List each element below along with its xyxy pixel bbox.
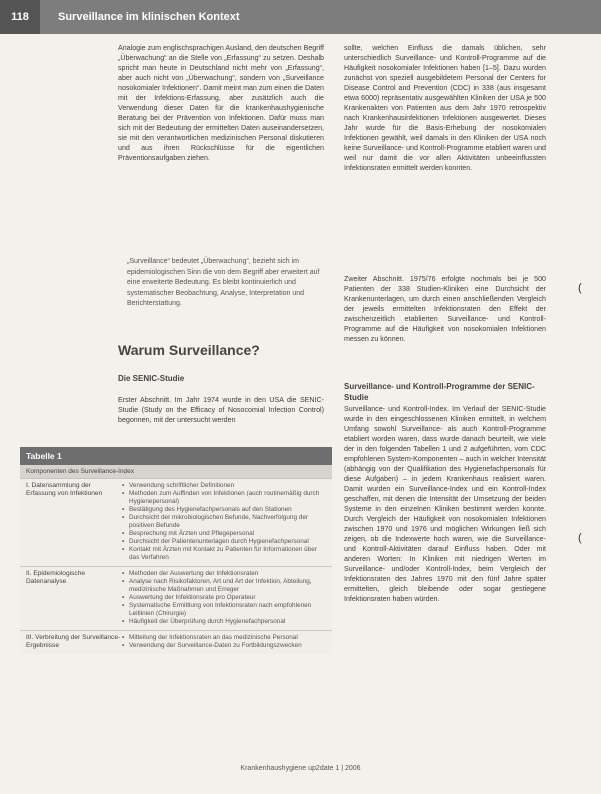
page-footer: Krankenhaushygiene up2date 1 | 2006	[240, 765, 361, 772]
margin-mark: (	[578, 282, 582, 294]
table-row	[20, 630, 332, 654]
column-1-top-text: Analogie zum englischsprachigen Ausland, den deutschen Begriff „Überwachung“ an die Stelle von „Erfassung“ zu setzen. Deshalb spricht man heute in Deutschland nicht mehr von „Erfassung“, aber auch nicht von „Überwachung“, sondern von „Surveillance nosokomialer Infektionen“. Damit meint man zum einen die Daten mit der Infektions-Erfassung, aber zusätzlich auch die Verwendung dieser Daten für die krankenhaushygienische Beratung bei der Prävention von Infektionen. Dafür muss man sich mit der Bedeutung der ermittelten Daten auseinandersetzen, sie mit den verantwortlichen medizinischen Personal diskutieren und aus ihren Rückschlüsse für die eigentlichen Präventionsaufgaben ziehen.	[118, 44, 324, 162]
table-item: ▪ Besprechung mit Ärzten und Pflegepersonal	[122, 530, 328, 538]
table-item: ▪ Auswertung der Infektionsrate pro Operateur	[122, 594, 328, 602]
table-row	[20, 566, 332, 630]
table-subtitle: Komponenten des Surveillance-Index	[20, 465, 332, 478]
table-items	[122, 482, 332, 562]
table-title: Tabelle 1	[20, 447, 332, 465]
column-2-top-text: sollte, welchen Einfluss die damals üblichen, sehr unterschiedlich Surveillance- und Kontroll-Programme auf die Häufigkeit nosokomialer Infektionen haben [1–5]. Dazu wurden zunächst von speziell ausgebildetem Personal der Centers for Disease Control and Prevention (CDC) in 338 (aus insgesamt etwa 6000) repräsentativ ausgewählten Kliniken der USA je 500 Krankenakten von Patienten aus dem Jahr 1970 retrospektiv nach Krankenhausinfektionen Infektionen ausgewertet. Dieses Jahr wurde für die Basis-Erhebung der nosokomialen Infektionen gewählt, weil damals in den Kliniken der USA noch keine Surveillance- und Kontroll-Programme etabliert waren und weil nur damit die vor allen Aktivitäten unbeeinflussten Infektionsraten ermittelt werden konnten.	[344, 44, 546, 172]
table-items	[122, 570, 332, 626]
table-item: ▪ Häufigkeit der Überprüfung durch Hygienefachpersonal	[122, 618, 328, 626]
table-1	[20, 447, 332, 654]
page-header	[0, 0, 601, 34]
table-items	[122, 634, 332, 650]
column-2-bottom-text: Surveillance- und Kontroll-Index. Im Verlauf der SENIC-Studie wurde in den eingeschlossenen Kliniken ermittelt, in welchem Umfang sowohl Surveillance- als auch Kontroll-Programme etabliert worden waren, dass wurde danach beurteilt, wie viele der in den folgenden Tabellen 1 und 2 aufgeführten, vom CDC empfohlenen System-Komponenten – auch in welcher Intensität (abhängig von der Qualifikation des Hygienefachpersonals für diese Aufgaben) – in jedem Krankenhaus realisiert waren. Damit wurden ein Surveillance-Index und ein Kontroll-Index geschaffen, mit denen die Intensität der Umsetzung der beiden Systeme in den einzelnen Kliniken bestimmt werden konnte. Durch Vergleich der Häufigkeit von nosokomialen Infektionen zwischen 1970 und 1976 und möglichen Wirkungen ließ sich zeigen, ob die Indexwerte hoch waren, wie die Surveillance- und Kontroll-Aktivitäten darauf Einfluss haben. Oder mit anderen Worten: In Kliniken mit niedrigen Werten im Surveillance- und/oder Kontroll-Index, beim Vergleich der Infektionsraten des Jahres 1970 mit den fünf Jahre später ermittelten, gleich bleibende oder sogar gestiegene Infektionsraten haben würden.	[344, 405, 546, 603]
table-category: III. Verbreitung der Surveillance-Ergebnisse	[26, 634, 121, 649]
table-category: I. Datensammlung der Erfassung von Infektionen	[26, 482, 103, 497]
subheading-programs: Surveillance- und Kontroll-Programme der SENIC-Studie	[344, 382, 535, 402]
header-title: Surveillance im klinischen Kontext	[58, 11, 240, 23]
column-1-bottom-text: Erster Abschnitt. Im Jahr 1974 wurde in den USA die SENIC-Studie (Study on the Efficacy of Nosocomial Infection Control) begonnen, mit der untersucht werden	[118, 396, 324, 424]
section-heading: Warum Surveillance?	[118, 342, 260, 358]
table-item: ▪ Bestätigung des Hygienefachpersonals auf den Stationen	[122, 506, 328, 514]
table-item: ▪ Methoden der Auswertung der Infektionsraten	[122, 570, 328, 578]
table-category: II. Epidemiologische Datenanalyse	[26, 570, 86, 585]
table-item: ▪ Durchsicht der Patientenunterlagen durch Hygienefachpersonal	[122, 538, 328, 546]
table-item: ▪ Systematische Ermittlung von Infektionsraten nach empfohlenen Leitlinien (Chirurgie)	[122, 602, 328, 618]
table-item: ▪ Verwendung der Surveillance-Daten zu Fortbildungszwecken	[122, 642, 328, 650]
margin-mark: (	[578, 532, 582, 544]
subheading-senic: Die SENIC-Studie	[118, 374, 185, 383]
table-item: ▪ Methoden zum Auffinden von Infektionen (auch routinemäßig durch Hygienepersonal)	[122, 490, 328, 506]
table-item: ▪ Durchsicht der mikrobiologischen Befunde, Nachverfolgung der positiven Befunde	[122, 514, 328, 530]
table-item: ▪ Kontakt mit Ärzten mit Kontakt zu Patienten für Informationen über das Verfahren	[122, 546, 328, 562]
definition-quote: „Surveillance“ bedeutet „Überwachung“, bezieht sich im epidemiologischen Sinn die von dem Begriff aber erweitert auf eine erweiterte Bedeutung. Es bleibt kontinuierlich und systematischer Beobachtung, Analyse, Interpretation und Berichterstattung.	[127, 258, 320, 307]
table-item: ▪ Verwendung schriftlicher Definitionen	[122, 482, 328, 490]
column-2-mid-text: Zweiter Abschnitt. 1975/76 erfolgte nochmals bei je 500 Patienten der 338 Studien-Kliniken eine Durchsicht der Krankenunterlagen, um durch einen anschließenden Vergleich der jeweils ermittelten Infektionsraten den Effekt der zwischenzeitlich etablierten Surveillance- und Kontroll-Programme auf die Häufigkeit von nosokomialen Infektionen messen zu können.	[344, 275, 546, 343]
table-item: ▪ Mitteilung der Infektionsraten an das medizinische Personal	[122, 634, 328, 642]
table-row	[20, 478, 332, 566]
page-number: 118	[0, 0, 40, 34]
table-item: ▪ Analyse nach Risikofaktoren, Art und Art der Infektion, Abteilung, medizinische Maßnahmen und Erreger	[122, 578, 328, 594]
